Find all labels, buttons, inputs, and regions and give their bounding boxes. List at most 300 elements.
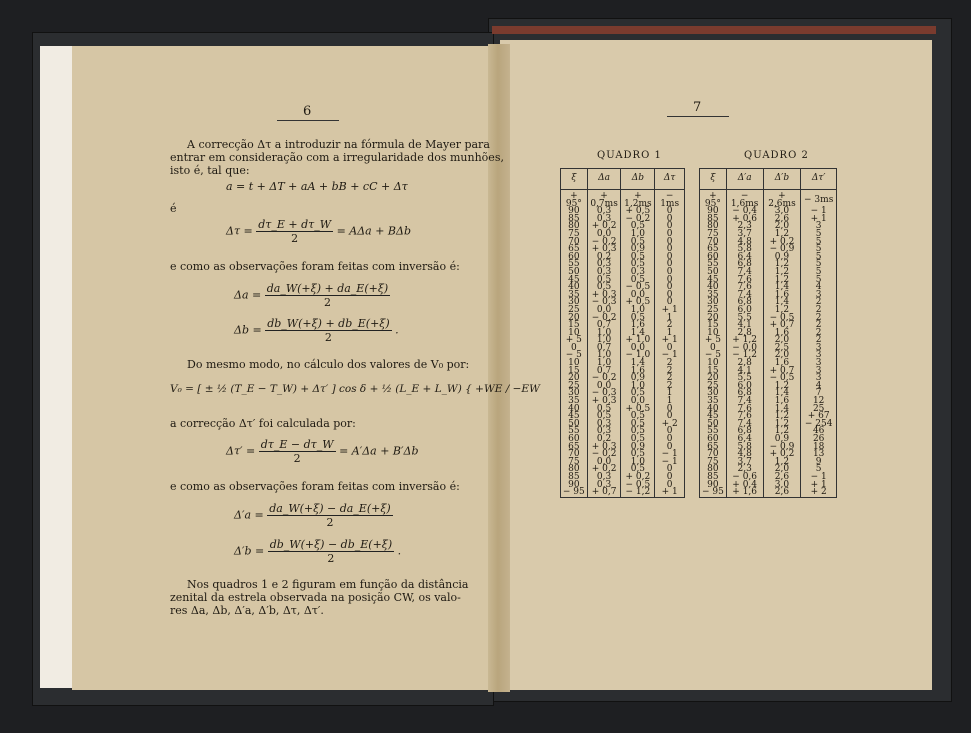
table-cell: 46 bbox=[801, 428, 837, 436]
equation-delta-prime-b bbox=[234, 538, 401, 565]
table-cell: 0,9 bbox=[763, 436, 801, 444]
table-cell: 10 bbox=[700, 360, 727, 368]
table-cell: 10 bbox=[700, 330, 727, 338]
table-cell: + 0,2 bbox=[763, 451, 801, 459]
table-cell: 45 bbox=[700, 413, 727, 421]
table-cell: 0,3 bbox=[587, 216, 621, 224]
paragraph-6-line-2: zenital da estrela observada na posição CW, os valo- bbox=[170, 591, 461, 604]
equation-delta-tau-prime bbox=[226, 438, 419, 465]
table-cell: 3 bbox=[801, 352, 837, 360]
table-cell: 1,0 bbox=[621, 307, 655, 315]
table-cell: − 95 bbox=[700, 489, 727, 497]
table-cell: 20 bbox=[700, 375, 727, 383]
table-cell: 0 bbox=[655, 474, 685, 482]
table-cell: 7,4 bbox=[726, 269, 763, 277]
table-cell: 7,4 bbox=[726, 292, 763, 300]
denominator: 2 bbox=[323, 296, 331, 309]
table-cell: 9 bbox=[801, 459, 837, 467]
table-cell: 2,5 bbox=[763, 345, 801, 353]
table-cell: 30 bbox=[700, 390, 727, 398]
table-cell: + 2,6ms bbox=[763, 190, 801, 209]
paragraph-4: a correcção Δτ′ foi calculada por: bbox=[170, 417, 356, 430]
table-cell: 50 bbox=[561, 421, 588, 429]
denominator: 2 bbox=[293, 452, 301, 465]
table-cell: + 0,3 bbox=[587, 444, 621, 452]
table-cell: 75 bbox=[561, 459, 588, 467]
table-cell: 35 bbox=[700, 398, 727, 406]
table-cell: 5,8 bbox=[726, 444, 763, 452]
table-cell: 80 bbox=[700, 223, 727, 231]
table-cell: 55 bbox=[561, 261, 588, 269]
table-cell: 1,2 bbox=[763, 428, 801, 436]
table-cell: 5,8 bbox=[726, 246, 763, 254]
table-cell: 1,6 bbox=[621, 322, 655, 330]
table-cell: 5,5 bbox=[726, 375, 763, 383]
table-cell: 18 bbox=[801, 444, 837, 452]
equation-delta-prime-a bbox=[234, 502, 393, 529]
table-cell: 2 bbox=[801, 322, 837, 330]
table-cell: 1,0 bbox=[621, 231, 655, 239]
table-cell: 0,7 bbox=[587, 322, 621, 330]
table-cell: 0,0 bbox=[587, 383, 621, 391]
table-cell: 1,2 bbox=[763, 277, 801, 285]
table-cell: 1 bbox=[655, 390, 685, 398]
table-cell: 1,2 bbox=[763, 307, 801, 315]
table-cell: 0,0 bbox=[621, 292, 655, 300]
table-cell: + 2 bbox=[655, 421, 685, 429]
table-cell: 1 bbox=[655, 398, 685, 406]
eq-lhs: Δb = bbox=[234, 323, 262, 337]
fraction bbox=[267, 502, 392, 529]
table-cell: 2 bbox=[655, 383, 685, 391]
table-cell: − 0,2 bbox=[621, 216, 655, 224]
table-cell: 5 bbox=[801, 246, 837, 254]
table-cell: 40 bbox=[561, 406, 588, 414]
column-header: ξ bbox=[700, 169, 727, 190]
table-cell: + 1 bbox=[655, 307, 685, 315]
table-cell: 0 bbox=[655, 413, 685, 421]
table-cell: − 5 bbox=[561, 352, 588, 360]
table-cell: 6,8 bbox=[726, 428, 763, 436]
table-cell: 3 bbox=[801, 223, 837, 231]
table-cell: 75 bbox=[561, 231, 588, 239]
table-cell: 85 bbox=[561, 216, 588, 224]
equation-delta-tau bbox=[226, 218, 411, 245]
table-cell: 20 bbox=[561, 375, 588, 383]
table-cell: − 1 bbox=[801, 474, 837, 482]
table-cell: 3 bbox=[801, 360, 837, 368]
table-cell: 0 bbox=[561, 345, 588, 353]
table-cell: + 1,2ms bbox=[621, 190, 655, 209]
table-cell: + 95° bbox=[561, 190, 588, 209]
eq-lhs: Δτ = bbox=[226, 224, 253, 238]
table-cell: 85 bbox=[700, 216, 727, 224]
paragraph-2: e como as observações foram feitas com inversão é: bbox=[170, 260, 460, 273]
table-cell: + 1,2 bbox=[726, 337, 763, 345]
table-cell: 30 bbox=[700, 299, 727, 307]
table-cell: + 1 bbox=[655, 489, 685, 497]
table-cell: + 0,4 bbox=[726, 482, 763, 490]
word-e: é bbox=[170, 202, 177, 215]
table-cell: 0 bbox=[700, 345, 727, 353]
equation-a: a = t + ΔT + aA + bB + cC + Δτ bbox=[226, 180, 408, 193]
table-cell: 55 bbox=[700, 428, 727, 436]
paragraph-3: Do mesmo modo, no cálculo dos valores de V₀ por: bbox=[187, 358, 470, 371]
numerator: db_W(+ξ) − db_E(+ξ) bbox=[269, 538, 393, 551]
equation-v0: V₀ = [ ± ½ (T_E − T_W) + Δτ′ ] cos δ + ½ (L_E + L_W) { +WE / −EW bbox=[170, 383, 540, 395]
table-cell: 3,7 bbox=[726, 231, 763, 239]
table-cell: − 0,5 bbox=[621, 482, 655, 490]
table-cell: − 1,0 bbox=[621, 352, 655, 360]
table-cell: 0,7 bbox=[587, 368, 621, 376]
table-cell: 0,9 bbox=[621, 444, 655, 452]
numerator: da_W(+ξ) − da_E(+ξ) bbox=[269, 502, 391, 515]
table-cell: 6,8 bbox=[726, 390, 763, 398]
table-cell: 0,7 bbox=[587, 345, 621, 353]
table-cell: 2,6 bbox=[763, 474, 801, 482]
table-cell: 90 bbox=[700, 208, 727, 216]
table-cell: 7,6 bbox=[726, 413, 763, 421]
table-cell: 90 bbox=[561, 482, 588, 490]
table-cell: 0 bbox=[655, 261, 685, 269]
table-cell: 1,4 bbox=[621, 330, 655, 338]
table-cell: 1,2 bbox=[763, 261, 801, 269]
page-number-rule-right bbox=[667, 116, 729, 117]
eq-end: . bbox=[395, 323, 399, 337]
table-cell: 0 bbox=[655, 284, 685, 292]
table-cell: − 0,4 bbox=[726, 208, 763, 216]
table-cell: 4,1 bbox=[726, 368, 763, 376]
table-cell: + 0,3 bbox=[587, 292, 621, 300]
table-cell: + 67 bbox=[801, 413, 837, 421]
table-cell: 10 bbox=[561, 360, 588, 368]
quadro-1-table bbox=[560, 168, 685, 498]
table-cell: 5 bbox=[801, 466, 837, 474]
table-cell: + 1,0 bbox=[621, 337, 655, 345]
table-cell: 1,0 bbox=[587, 330, 621, 338]
table-cell: 80 bbox=[561, 466, 588, 474]
table-cell: 0,2 bbox=[587, 436, 621, 444]
table-cell: 2,3 bbox=[726, 223, 763, 231]
table-cell: 7,4 bbox=[726, 421, 763, 429]
table-cell: + 0,2 bbox=[587, 466, 621, 474]
table-cell: 0,3 bbox=[587, 269, 621, 277]
eq-lhs: Δa = bbox=[234, 288, 262, 302]
table-cell: 0,3 bbox=[587, 261, 621, 269]
eq-end: . bbox=[397, 544, 402, 558]
table-cell: 1,4 bbox=[763, 406, 801, 414]
table-cell: − 0,6 bbox=[726, 474, 763, 482]
table-cell: 4 bbox=[801, 284, 837, 292]
fraction bbox=[268, 538, 394, 565]
table-cell: 1,2 bbox=[763, 383, 801, 391]
table-cell: 60 bbox=[700, 254, 727, 262]
table-cell: 0,5 bbox=[621, 261, 655, 269]
table-cell: + 0,7 bbox=[763, 322, 801, 330]
table-cell: 1,2 bbox=[763, 413, 801, 421]
table-cell: 80 bbox=[561, 223, 588, 231]
table-cell: 2 bbox=[655, 375, 685, 383]
table-cell: 0 bbox=[655, 482, 685, 490]
table-cell: 1,4 bbox=[763, 299, 801, 307]
table-cell: + 1 bbox=[801, 482, 837, 490]
table-cell: 2,0 bbox=[763, 223, 801, 231]
table-cell: 5 bbox=[801, 254, 837, 262]
table-cell: − 1,2 bbox=[621, 489, 655, 497]
column-header: Δ′b bbox=[763, 169, 801, 190]
table-cell: 0,3 bbox=[587, 208, 621, 216]
fraction bbox=[265, 282, 390, 309]
table-cell: 75 bbox=[700, 231, 727, 239]
endpaper-strip bbox=[40, 46, 74, 688]
table-cell: 55 bbox=[700, 261, 727, 269]
table-cell: 1 bbox=[655, 315, 685, 323]
eq-rhs: = AΔa + BΔb bbox=[336, 224, 412, 238]
table-cell: 40 bbox=[561, 284, 588, 292]
eq-lhs: Δ′a = bbox=[234, 508, 264, 522]
table-cell: − 1 bbox=[655, 451, 685, 459]
table-cell: 10 bbox=[561, 330, 588, 338]
table-cell: − 0,0 bbox=[726, 345, 763, 353]
table-cell: 75 bbox=[700, 459, 727, 467]
table-cell: 70 bbox=[561, 451, 588, 459]
table-cell: + 2 bbox=[801, 489, 837, 497]
equation-delta-a bbox=[234, 282, 390, 309]
table-cell: 1,4 bbox=[763, 284, 801, 292]
table-cell: 20 bbox=[561, 315, 588, 323]
table-cell: 0,5 bbox=[621, 421, 655, 429]
table-cell: 3 bbox=[801, 375, 837, 383]
table-cell: + 0,7 bbox=[587, 489, 621, 497]
table-cell: + 1,6 bbox=[726, 489, 763, 497]
table-cell: 15 bbox=[561, 322, 588, 330]
table-cell: 5 bbox=[801, 269, 837, 277]
table-cell: 5 bbox=[801, 231, 837, 239]
table-cell: 0,2 bbox=[587, 254, 621, 262]
table-cell: 65 bbox=[561, 246, 588, 254]
table-cell: 1,2 bbox=[763, 231, 801, 239]
page-number-right: 7 bbox=[693, 100, 702, 115]
table-cell: 2,6 bbox=[763, 489, 801, 497]
table-cell: − 1 bbox=[655, 459, 685, 467]
table-cell: 0 bbox=[655, 231, 685, 239]
table-cell: 25 bbox=[561, 307, 588, 315]
table-cell: 1,2 bbox=[763, 459, 801, 467]
quadro-2-title: QUADRO 2 bbox=[744, 150, 809, 161]
table-cell: 0 bbox=[655, 436, 685, 444]
table-cell: 15 bbox=[561, 368, 588, 376]
table-cell: 60 bbox=[561, 436, 588, 444]
table-cell: 2,6 bbox=[763, 216, 801, 224]
table-cell: 2 bbox=[801, 307, 837, 315]
table-cell: 1,0 bbox=[621, 459, 655, 467]
table-cell: 30 bbox=[561, 299, 588, 307]
table-cell: + 0,2 bbox=[763, 239, 801, 247]
table-cell: 0,5 bbox=[621, 315, 655, 323]
fraction bbox=[259, 438, 336, 465]
table-cell: + 95° bbox=[700, 190, 727, 209]
table-cell: + 0,6 bbox=[726, 216, 763, 224]
book-gutter bbox=[488, 44, 510, 692]
page-number-left: 6 bbox=[303, 104, 312, 119]
table-row bbox=[700, 489, 837, 497]
table-cell: − 254 bbox=[801, 421, 837, 429]
table-cell: 65 bbox=[700, 444, 727, 452]
table-cell: 70 bbox=[561, 239, 588, 247]
table-cell: 25 bbox=[561, 383, 588, 391]
table-cell: 5 bbox=[801, 261, 837, 269]
table-cell: + 1 bbox=[655, 337, 685, 345]
table-cell: 5 bbox=[801, 239, 837, 247]
table-cell: + 5 bbox=[700, 337, 727, 345]
table-cell: − 0,2 bbox=[587, 239, 621, 247]
table-cell: 0 bbox=[655, 216, 685, 224]
table-cell: 35 bbox=[561, 398, 588, 406]
table-cell: 0 bbox=[655, 428, 685, 436]
table-cell: 12 bbox=[801, 398, 837, 406]
table-cell: 0,5 bbox=[621, 239, 655, 247]
table-cell: 1,2 bbox=[763, 269, 801, 277]
quadro-1-title: QUADRO 1 bbox=[597, 150, 662, 161]
table-cell: + 1 bbox=[801, 216, 837, 224]
table-cell: 6,4 bbox=[726, 436, 763, 444]
table-cell: 50 bbox=[700, 421, 727, 429]
table-cell: 2 bbox=[801, 330, 837, 338]
table-cell: 80 bbox=[700, 466, 727, 474]
table-cell: 25 bbox=[700, 307, 727, 315]
table-cell: 6,8 bbox=[726, 261, 763, 269]
table-cell: 6,0 bbox=[726, 383, 763, 391]
table-cell: + 0,3 bbox=[587, 398, 621, 406]
table-cell: 0 bbox=[655, 246, 685, 254]
table-cell: 1,6 bbox=[621, 368, 655, 376]
table-cell: 4,1 bbox=[726, 322, 763, 330]
table-header-row bbox=[561, 169, 685, 190]
table-cell: − 0,3 bbox=[587, 390, 621, 398]
table-cell: 0,0 bbox=[587, 459, 621, 467]
table-cell: 0,9 bbox=[763, 254, 801, 262]
table-cell: 1,4 bbox=[763, 390, 801, 398]
table-cell: 0 bbox=[655, 208, 685, 216]
table-cell: 40 bbox=[700, 406, 727, 414]
table-cell: 0,5 bbox=[621, 436, 655, 444]
table-row bbox=[561, 337, 685, 345]
table-cell: 6,8 bbox=[726, 299, 763, 307]
table-cell: 1,6 bbox=[763, 398, 801, 406]
paragraph-6-line-3: res Δa, Δb, Δ′a, Δ′b, Δτ, Δτ′. bbox=[170, 604, 324, 617]
table-cell: 7,6 bbox=[726, 406, 763, 414]
table-cell: 26 bbox=[801, 436, 837, 444]
table-cell: 0,5 bbox=[621, 413, 655, 421]
table-cell: + 0,7ms bbox=[587, 190, 621, 209]
column-header: ξ bbox=[561, 169, 588, 190]
table-cell: 2 bbox=[801, 315, 837, 323]
table-cell: 1,4 bbox=[621, 360, 655, 368]
table-cell: + 0,7 bbox=[763, 368, 801, 376]
table-cell: 1,0 bbox=[621, 383, 655, 391]
equation-delta-b bbox=[234, 317, 399, 344]
eq-lhs: Δτ′ = bbox=[226, 444, 256, 458]
table-cell: 45 bbox=[561, 277, 588, 285]
table-cell: 45 bbox=[700, 277, 727, 285]
table-cell: 4,8 bbox=[726, 451, 763, 459]
column-header: Δa bbox=[587, 169, 621, 190]
table-cell: 85 bbox=[700, 474, 727, 482]
table-cell: 0,5 bbox=[621, 223, 655, 231]
table-cell: 1,2 bbox=[763, 421, 801, 429]
table-cell: 2,3 bbox=[726, 466, 763, 474]
denominator: 2 bbox=[327, 552, 335, 565]
table-cell: 0,5 bbox=[621, 451, 655, 459]
eq-rhs: = A′Δa + B′Δb bbox=[339, 444, 419, 458]
table-cell: 1,6 bbox=[763, 360, 801, 368]
table-cell: − 1 bbox=[655, 352, 685, 360]
quadro-2-table bbox=[699, 168, 837, 498]
table-cell: 4 bbox=[801, 383, 837, 391]
table-cell: 0 bbox=[655, 223, 685, 231]
table-cell: − 3ms bbox=[801, 190, 837, 209]
table-cell: 0,3 bbox=[587, 421, 621, 429]
table-cell: 45 bbox=[561, 413, 588, 421]
table-cell: 1,0 bbox=[587, 352, 621, 360]
table-cell: 0,0 bbox=[621, 398, 655, 406]
table-cell: 40 bbox=[700, 284, 727, 292]
table-cell: − 0,5 bbox=[763, 375, 801, 383]
paragraph-5: e como as observações foram feitas com inversão é: bbox=[170, 480, 460, 493]
table-cell: + 0,3 bbox=[587, 246, 621, 254]
table-cell: 3 bbox=[801, 345, 837, 353]
table-cell: 25 bbox=[801, 406, 837, 414]
table-cell: 60 bbox=[700, 436, 727, 444]
paragraph-1-line-3: isto é, tal que: bbox=[170, 164, 250, 177]
table-cell: 0,0 bbox=[587, 307, 621, 315]
table-cell: 1,0 bbox=[587, 337, 621, 345]
table-cell: 0,9 bbox=[621, 246, 655, 254]
table-cell: 2,0 bbox=[763, 466, 801, 474]
eq-lhs: Δ′b = bbox=[234, 544, 265, 558]
table-cell: 1,6 bbox=[763, 330, 801, 338]
column-header: Δb bbox=[621, 169, 655, 190]
table-cell: 15 bbox=[700, 368, 727, 376]
table-cell: 0 bbox=[655, 466, 685, 474]
denominator: 2 bbox=[326, 516, 334, 529]
table-cell: 2,0 bbox=[763, 337, 801, 345]
table-cell: 30 bbox=[561, 390, 588, 398]
table-cell: 0,5 bbox=[621, 390, 655, 398]
table-cell: 15 bbox=[700, 322, 727, 330]
table-cell: 5 bbox=[801, 277, 837, 285]
table-cell: 4,8 bbox=[726, 239, 763, 247]
table-cell: + 0,2 bbox=[587, 223, 621, 231]
column-header: Δτ bbox=[655, 169, 685, 190]
table-cell: 0 bbox=[655, 254, 685, 262]
table-row bbox=[561, 489, 685, 497]
table-cell: 0 bbox=[655, 292, 685, 300]
table-cell: 2 bbox=[655, 368, 685, 376]
table-cell: 3,0 bbox=[763, 482, 801, 490]
table-cell: 2,8 bbox=[726, 330, 763, 338]
table-cell: 0,5 bbox=[621, 277, 655, 285]
column-header: Δτ′ bbox=[801, 169, 837, 190]
table-cell: 70 bbox=[700, 451, 727, 459]
table-cell: 0,5 bbox=[621, 466, 655, 474]
table-cell: 0 bbox=[655, 345, 685, 353]
table-cell: − 1,2 bbox=[726, 352, 763, 360]
table-cell: 0 bbox=[655, 299, 685, 307]
table-cell: 20 bbox=[700, 315, 727, 323]
table-cell: 6,4 bbox=[726, 254, 763, 262]
table-cell: 2,8 bbox=[726, 360, 763, 368]
